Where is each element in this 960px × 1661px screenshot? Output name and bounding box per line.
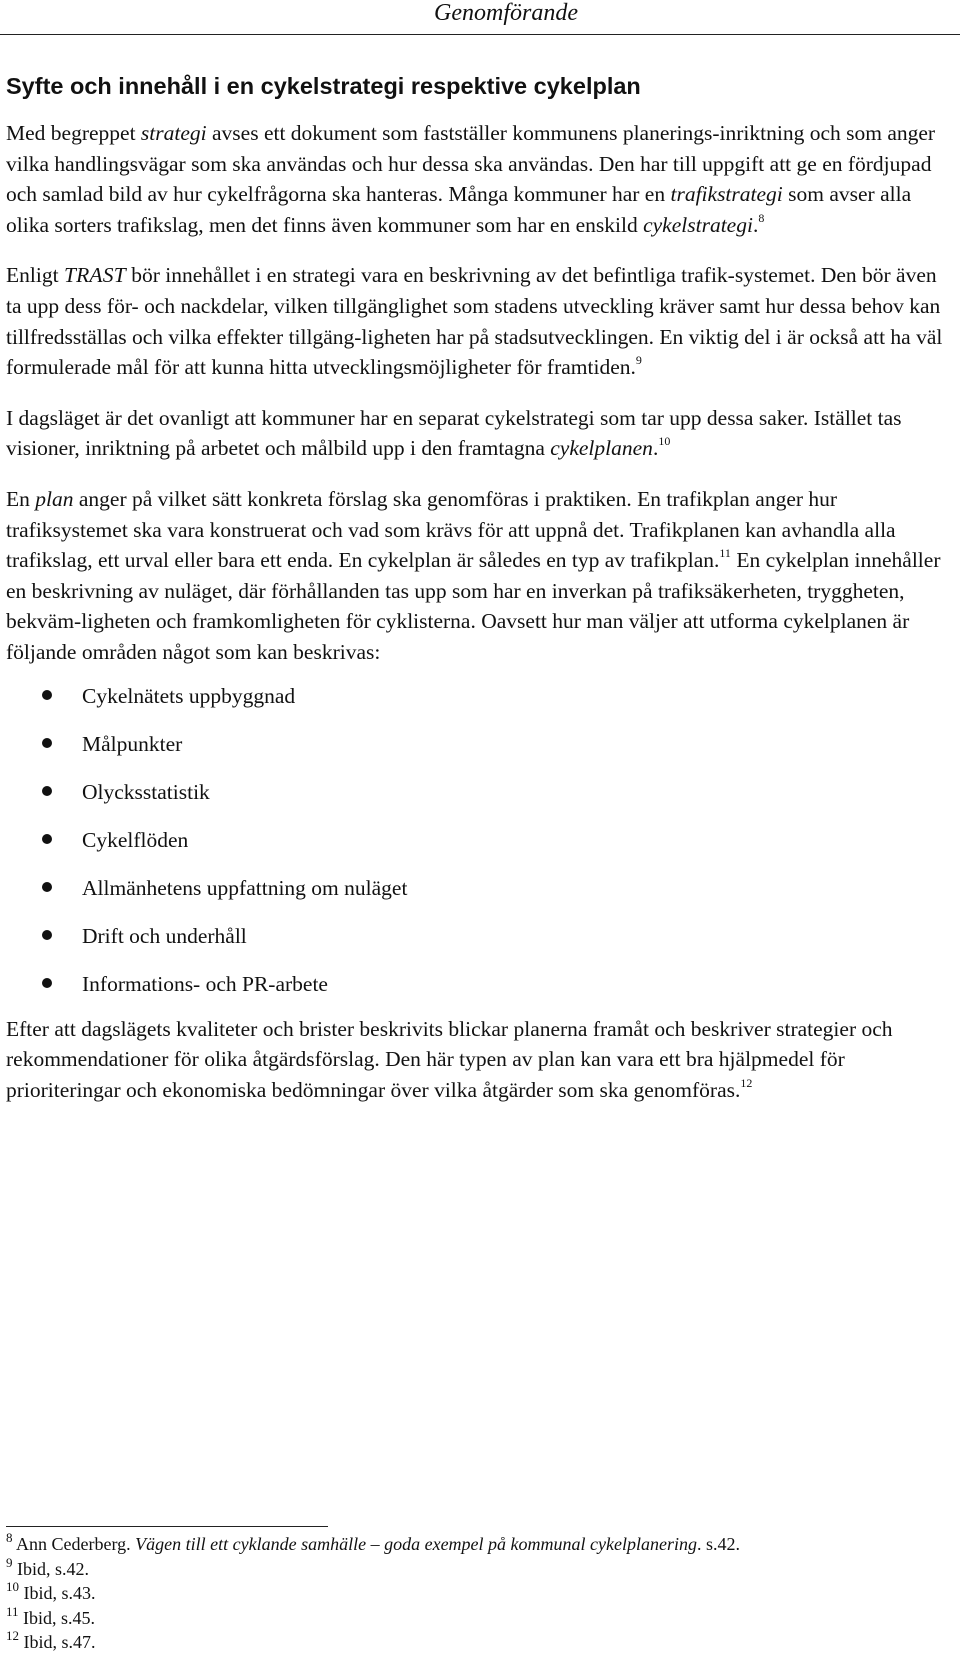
paragraph-current-situation: [6, 403, 954, 464]
text-run: avses ett dokument som fastställer kommunens planerings-inriktning och som anger vilka handlingsvägar som ska användas och hur dessa ska användas. Den har till uppgift att ge en fördjupad och samlad bild av hur cykelfrågorna ska hanteras. Många kommuner har en: [6, 121, 936, 207]
list-item: [6, 816, 954, 864]
footnote: [6, 1532, 954, 1557]
italic-term-cykelstrategi: cykelstrategi: [643, 212, 753, 237]
text-run: Enligt: [6, 263, 64, 288]
paragraph-plan: [6, 484, 954, 668]
header-rule: [0, 34, 960, 35]
text-run: I dagsläget är det ovanligt att kommuner har en separat cykelstrategi som tar upp dessa saker. Istället tas visioner, inriktning på arbetet och målbild upp i den framtagna: [6, 405, 902, 461]
footnote-number: 10: [6, 1579, 19, 1595]
text-run: Med begreppet: [6, 121, 141, 145]
list-item: [6, 768, 954, 816]
text-run: .: [652, 436, 659, 461]
italic-term-strategi: strategi: [140, 121, 207, 145]
bullet-icon: [42, 738, 52, 748]
list-item-label: Informations- och PR-arbete: [82, 971, 328, 996]
footnote-ref: 11: [719, 545, 731, 560]
footnotes: [6, 1532, 954, 1655]
footnote-ref: 9: [635, 353, 642, 367]
footnote-text: Ibid, s.42.: [17, 1558, 89, 1579]
paragraph-conclusion: [6, 1014, 954, 1106]
running-header: Genomförande: [434, 0, 578, 26]
list-item-label: Olycksstatistik: [82, 779, 210, 804]
list-item: [6, 720, 954, 768]
text-run: som avser alla olika sorters trafikslag, men det finns även kommuner som har en enskild: [6, 182, 912, 237]
list-item: [6, 672, 954, 720]
bullet-list: [6, 672, 954, 1008]
italic-term-cykelplanen: cykelplanen: [550, 436, 653, 461]
text-run: .: [752, 212, 759, 237]
footnote: [6, 1603, 954, 1631]
footnote-number: 11: [6, 1603, 19, 1619]
footnote: [6, 1581, 954, 1606]
text-run: En cykelplan innehåller en beskrivning av nuläget, där förhållanden tas upp som har en inverkan på trafiksäkerheten, tryggheten, bekväm-ligheten och framkomligheten för cyklisterna. Oavsett hur man väljer att utforma cykelplanen är följande områden något som kan beskrivas:: [6, 548, 941, 664]
italic-term-trafikstrategi: trafikstrategi: [670, 182, 783, 207]
footnote-title: Vägen till ett cyklande samhälle – goda exempel på kommunal cykelplanering: [135, 1534, 697, 1554]
bullet-icon: [42, 786, 52, 796]
list-item: [6, 912, 954, 960]
footnote-text: Ann Cederberg.: [16, 1534, 136, 1554]
text-run: anger på vilket sätt konkreta förslag ska genomföras i praktiken. En trafikplan anger hur trafiksystemet ska vara konstruerat och vad som krävs för att uppnå det. Trafikplanen kan avhandla alla trafikslag, ett urval eller bara ett enda. En cykelplan är således en typ av trafikplan.: [6, 486, 896, 573]
paragraph-trast: [6, 260, 954, 382]
footnote-ref: 12: [740, 1075, 753, 1090]
list-item-label: Målpunkter: [82, 731, 183, 756]
footnote: [6, 1554, 954, 1582]
footnote-number: 12: [6, 1628, 19, 1644]
bullet-icon: [42, 690, 52, 700]
footnote-ref: 8: [758, 210, 765, 225]
text-run: Efter att dagslägets kvaliteter och brister beskrivits blickar planerna framåt och beskriver strategier och rekommendationer för olika åtgärdsförslag. Den här typen av plan kan vara ett bra hjälpmedel för prioriteringar och ekonomiska bedömningar över vilka åtgärder som ska genomföras.: [6, 1016, 893, 1102]
body-text: [6, 118, 954, 1125]
paragraph-strategy: [6, 118, 954, 240]
list-item-label: Allmänhetens uppfattning om nuläget: [82, 875, 408, 900]
bullet-icon: [42, 978, 52, 988]
footnote-separator: [6, 1526, 328, 1527]
footnote-text: . s.42.: [697, 1534, 741, 1554]
footnote-text: Ibid, s.47.: [23, 1632, 96, 1653]
italic-term-trast: TRAST: [63, 263, 126, 288]
footnote-number: 9: [6, 1554, 13, 1570]
bullet-icon: [42, 882, 52, 892]
bullet-icon: [42, 930, 52, 940]
list-item-label: Cykelnätets uppbyggnad: [82, 683, 296, 708]
list-item-label: Cykelflöden: [82, 827, 189, 852]
list-item: [6, 960, 954, 1008]
footnote-text: Ibid, s.43.: [23, 1583, 96, 1604]
list-item: [6, 864, 954, 912]
list-item-label: Drift och underhåll: [82, 923, 247, 948]
bullet-icon: [42, 834, 52, 844]
footnote: [6, 1630, 954, 1655]
text-run: En: [6, 486, 36, 511]
section-heading: Syfte och innehåll i en cykelstrategi respektive cykelplan: [6, 73, 641, 99]
footnote-number: 8: [6, 1530, 13, 1545]
footnote-text: Ibid, s.45.: [23, 1607, 96, 1628]
italic-term-plan: plan: [35, 486, 74, 511]
text-run: bör innehållet i en strategi vara en beskrivning av det befintliga trafik-systemet. Den bör även ta upp dess för- och nackdelar, vilken tillgänglighet som stadens utveckling kräver samt hur dessa behov kan tillfredsställas och vilka effekter tillgäng-ligheten har på stadsutvecklingen. En viktig del i är också att ha väl formulerade mål för att kunna hitta utvecklingsmöjligheter för framtiden.: [6, 263, 943, 380]
footnote-ref: 10: [658, 434, 671, 449]
